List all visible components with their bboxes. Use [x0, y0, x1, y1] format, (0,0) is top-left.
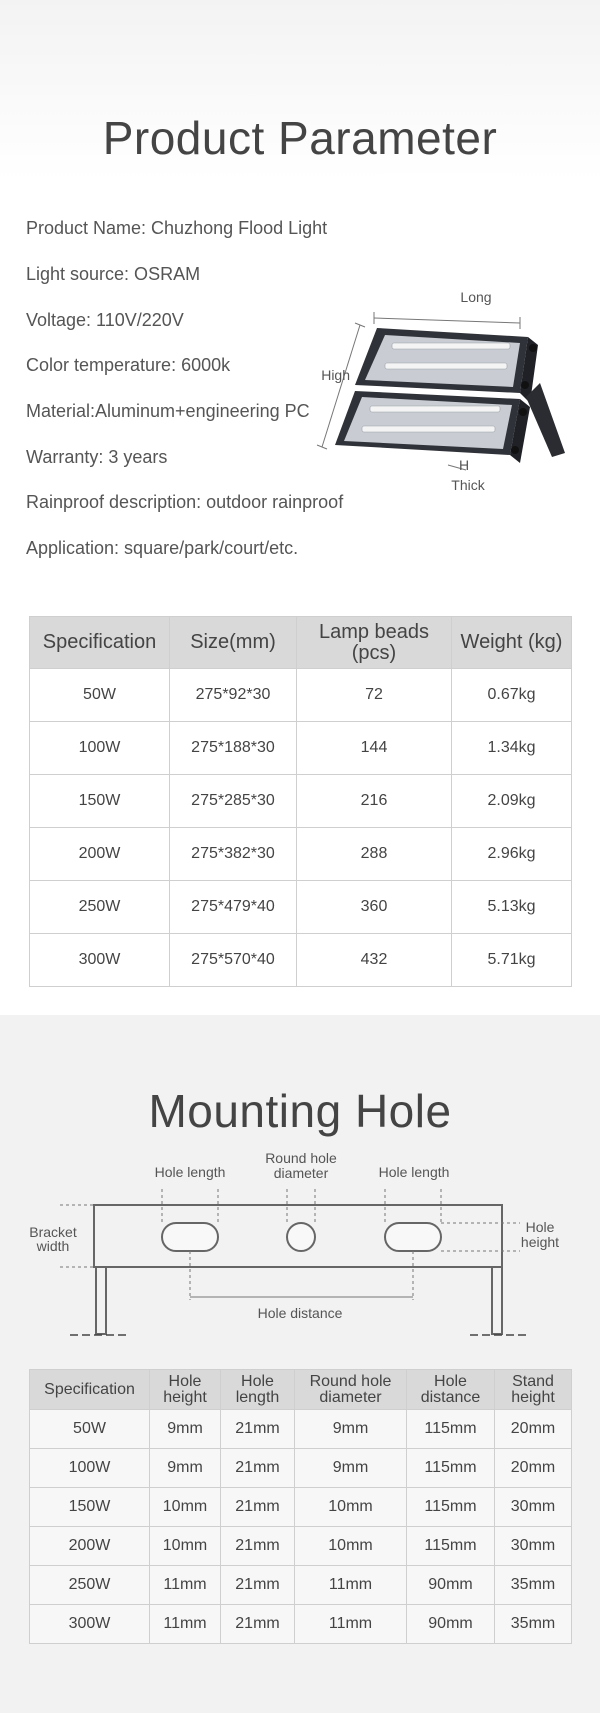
cell-specification: 300W: [30, 1605, 150, 1644]
cell-size: 275*92*30: [170, 669, 297, 722]
mounting-hole-table: [29, 1369, 572, 1644]
cell-specification: 200W: [30, 1527, 150, 1566]
cell-specification: 250W: [30, 881, 170, 934]
cell-hole-height: 10mm: [150, 1488, 221, 1527]
cell-hole-height: 9mm: [150, 1410, 221, 1449]
round-hole-label-line1: Round hole: [265, 1150, 337, 1166]
cell-round-hole-diameter: 11mm: [295, 1605, 407, 1644]
cell-stand-height: 20mm: [495, 1410, 572, 1449]
table-row: [30, 934, 572, 987]
table-row: [30, 669, 572, 722]
spec-table-header-row: [30, 617, 572, 669]
cell-hole-distance: 115mm: [407, 1410, 495, 1449]
cell-specification: 100W: [30, 1449, 150, 1488]
cell-specification: 250W: [30, 1566, 150, 1605]
mounting-table-header-row: [30, 1370, 572, 1410]
header-lamp-beads: Lamp beads (pcs): [297, 617, 452, 669]
cell-stand-height: 30mm: [495, 1488, 572, 1527]
high-label: High: [321, 367, 350, 383]
param-application: Application: square/park/court/etc.: [26, 538, 299, 558]
table-row: [30, 881, 572, 934]
cell-hole-distance: 115mm: [407, 1527, 495, 1566]
param-material: Material:Aluminum+engineering PC: [26, 401, 310, 421]
hole-distance-label: Hole distance: [257, 1305, 343, 1321]
bracket-width-label-line1: Bracket: [29, 1224, 77, 1240]
long-label: Long: [460, 289, 492, 305]
header-stand-height: Stand height: [495, 1370, 572, 1410]
cell-size: 275*188*30: [170, 722, 297, 775]
cell-hole-length: 21mm: [221, 1449, 295, 1488]
cell-hole-distance: 115mm: [407, 1488, 495, 1527]
cell-hole-length: 21mm: [221, 1527, 295, 1566]
param-product-name: Product Name: Chuzhong Flood Light: [26, 218, 328, 238]
hole-length-right-label: Hole length: [378, 1164, 450, 1180]
cell-stand-height: 35mm: [495, 1566, 572, 1605]
param-warranty: Warranty: 3 years: [26, 447, 168, 467]
header-round-hole-diameter: Round hole diameter: [295, 1370, 407, 1410]
header-specification: Specification: [30, 1370, 150, 1410]
table-row: [30, 1527, 572, 1566]
cell-size: 275*570*40: [170, 934, 297, 987]
cell-stand-height: 30mm: [495, 1527, 572, 1566]
cell-hole-height: 11mm: [150, 1566, 221, 1605]
table-row: [30, 828, 572, 881]
thick-label: Thick: [451, 477, 485, 493]
product-parameter-title: Product Parameter: [102, 111, 498, 164]
cell-size: 275*479*40: [170, 881, 297, 934]
cell-stand-height: 20mm: [495, 1449, 572, 1488]
cell-round-hole-diameter: 10mm: [295, 1488, 407, 1527]
table-row: [30, 775, 572, 828]
cell-weight: 2.96kg: [452, 828, 572, 881]
mounting-hole-diagram: [20, 1145, 580, 1350]
cell-specification: 100W: [30, 722, 170, 775]
cell-hole-height: 10mm: [150, 1527, 221, 1566]
cell-round-hole-diameter: 11mm: [295, 1566, 407, 1605]
cell-hole-height: 11mm: [150, 1605, 221, 1644]
bracket-width-label-line2: width: [36, 1238, 70, 1254]
cell-hole-distance: 90mm: [407, 1605, 495, 1644]
hole-height-label-line1: Hole: [525, 1219, 555, 1235]
long-dimension-line: [374, 312, 520, 329]
param-rainproof: Rainproof description: outdoor rainproof: [26, 492, 344, 512]
table-row: [30, 1488, 572, 1527]
cell-lamp-beads: 144: [297, 722, 452, 775]
spec-table: [29, 616, 572, 987]
param-light-source: Light source: OSRAM: [26, 264, 201, 284]
cell-hole-height: 9mm: [150, 1449, 221, 1488]
param-voltage: Voltage: 110V/220V: [26, 310, 184, 330]
cell-hole-length: 21mm: [221, 1410, 295, 1449]
header-hole-height: Hole height: [150, 1370, 221, 1410]
mounting-hole-title: Mounting Hole: [148, 1084, 452, 1137]
cell-lamp-beads: 72: [297, 669, 452, 722]
cell-specification: 50W: [30, 1410, 150, 1449]
cell-size: 275*285*30: [170, 775, 297, 828]
header-weight: Weight (kg): [452, 617, 572, 669]
hole-length-left-label: Hole length: [154, 1164, 226, 1180]
cell-hole-length: 21mm: [221, 1605, 295, 1644]
cell-specification: 300W: [30, 934, 170, 987]
cell-specification: 200W: [30, 828, 170, 881]
h-label: H: [458, 457, 470, 473]
cell-hole-distance: 115mm: [407, 1449, 495, 1488]
hole-height-label-line2: height: [520, 1234, 560, 1250]
cell-specification: 50W: [30, 669, 170, 722]
cell-lamp-beads: 360: [297, 881, 452, 934]
cell-stand-height: 35mm: [495, 1605, 572, 1644]
header-hole-distance: Hole distance: [407, 1370, 495, 1410]
table-row: [30, 1605, 572, 1644]
cell-hole-length: 21mm: [221, 1566, 295, 1605]
cell-weight: 0.67kg: [452, 669, 572, 722]
table-row: [30, 1566, 572, 1605]
table-row: [30, 1410, 572, 1449]
round-hole-label-line2: diameter: [273, 1165, 329, 1181]
mounting-holes: [162, 1223, 441, 1251]
cell-lamp-beads: 216: [297, 775, 452, 828]
cell-specification: 150W: [30, 1488, 150, 1527]
cell-specification: 150W: [30, 775, 170, 828]
cell-lamp-beads: 288: [297, 828, 452, 881]
bracket-stands: [96, 1267, 502, 1334]
cell-hole-length: 21mm: [221, 1488, 295, 1527]
header-specification: Specification: [30, 617, 170, 669]
header-size: Size(mm): [170, 617, 297, 669]
cell-lamp-beads: 432: [297, 934, 452, 987]
cell-weight: 2.09kg: [452, 775, 572, 828]
table-row: [30, 722, 572, 775]
cell-size: 275*382*30: [170, 828, 297, 881]
cell-weight: 5.71kg: [452, 934, 572, 987]
cell-round-hole-diameter: 9mm: [295, 1410, 407, 1449]
cell-round-hole-diameter: 9mm: [295, 1449, 407, 1488]
table-row: [30, 1449, 572, 1488]
cell-hole-distance: 90mm: [407, 1566, 495, 1605]
cell-weight: 1.34kg: [452, 722, 572, 775]
param-color-temperature: Color temperature: 6000k: [26, 355, 231, 375]
header-hole-length: Hole length: [221, 1370, 295, 1410]
cell-weight: 5.13kg: [452, 881, 572, 934]
cell-round-hole-diameter: 10mm: [295, 1527, 407, 1566]
flood-light-figure: [321, 285, 595, 540]
